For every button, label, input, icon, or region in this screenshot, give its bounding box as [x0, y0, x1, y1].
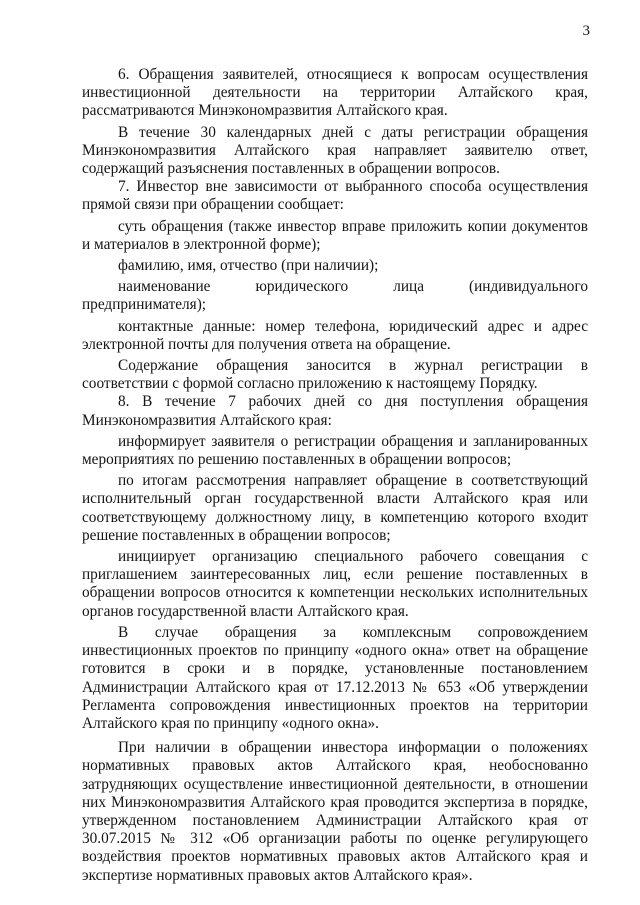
list-item-legal-entity: наименование юридического лица (индивидуального предпринимателя); [82, 278, 588, 314]
list-item-essence: суть обращения (также инвестор вправе приложить копии документов и материалов в электронной форме); [82, 217, 588, 253]
document-body [82, 66, 588, 885]
paragraph-one-window: В случае обращения за комплексным сопровождением инвестиционных проектов по принципу «одного окна» ответ на обращение готовится в сроки и в порядке, установленные постановлением Администрации Алтайского края от 17.12.2013 № 653 «Об утверждении Регламента сопровождения инвестиционных проектов на территории Алтайского края по принципу «одного окна». [82, 623, 588, 732]
list-item-name: фамилию, имя, отчество (при наличии); [118, 257, 379, 275]
list-item-contacts: контактные данные: номер телефона, юридический адрес и адрес электронной почты для получения ответа на обращение. [82, 317, 588, 353]
paragraph-7: 7. Инвестор вне зависимости от выбранного способа осуществления прямой связи при обращении сообщает: [82, 178, 588, 214]
page-number: 3 [582, 23, 590, 39]
list-item-forward: по итогам рассмотрения направляет обращение в соответствующий исполнительный орган государственной власти Алтайского края или соответствующему должностному лицу, в компетенцию которого входит решение поставленных в обращении вопросов; [82, 472, 588, 544]
list-item-meeting: инициирует организацию специального рабочего совещания с приглашением заинтересованных лиц, если решение поставленных в обращении вопросов относится к компетенции нескольких исполнительных органов государственной власти Алтайского края. [82, 548, 588, 620]
list-item-inform: информирует заявителя о регистрации обращения и запланированных мероприятиях по решению поставленных в обращении вопросов; [82, 432, 588, 469]
paragraph-6: 6. Обращения заявителей, относящиеся к вопросам осуществления инвестиционной деятельности на территории Алтайского края, рассматриваются Минэкономразвития Алтайского края. [82, 66, 588, 120]
paragraph-response-term: В течение 30 календарных дней с даты регистрации обращения Минэкономразвития Алтайского края направляет заявителю ответ, содержащий разъяснения поставленных в обращении вопросов. [82, 123, 588, 178]
paragraph-8: 8. В течение 7 рабочих дней со дня поступления обращения Минэкономразвития Алтайского края: [82, 393, 588, 429]
paragraph-expertise: При наличии в обращении инвестора информации о положениях нормативных правовых актов Алтайского края, необоснованно затрудняющих осуществление инвестиционной деятельности, в отношении них Минэкономразвития Алтайского края проводится экспертиза в порядке, утвержденном постановлением Администрации Алтайского края от 30.07.2015 № 312 «Об организации работы по оценке регулирующего воздействия проектов нормативных правовых актов Алтайского края и экспертизе нормативных правовых актов Алтайского края». [82, 739, 588, 884]
paragraph-journal: Содержание обращения заносится в журнал регистрации в соответствии с формой согласно приложению к настоящему Порядку. [82, 357, 588, 393]
